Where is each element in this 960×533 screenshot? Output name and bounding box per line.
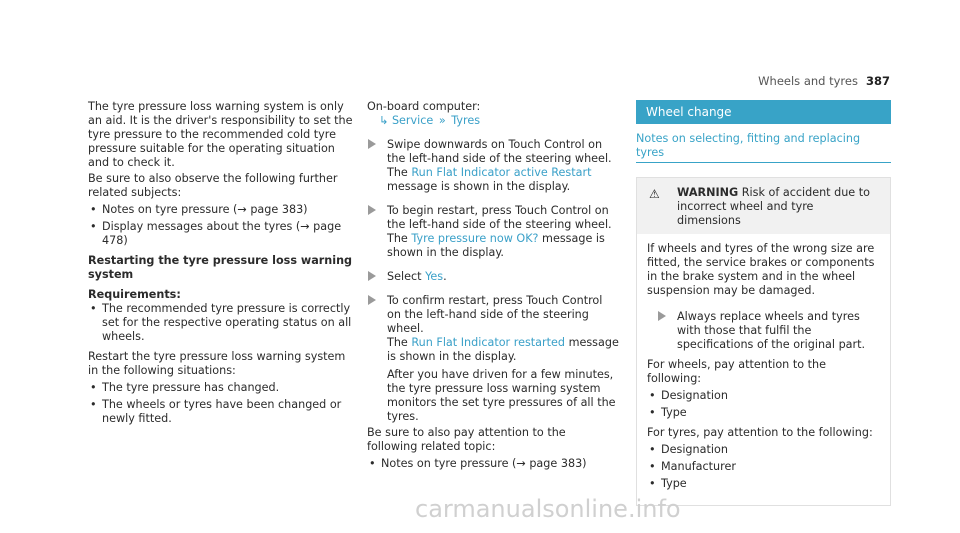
warning-step [657,310,880,352]
step-arrow-icon [368,139,376,149]
requirements-heading: Requirements: [88,288,181,301]
observe-text: Be sure to also pay attention to the following related topic: [367,426,566,453]
section-bar: Wheel change [636,100,891,124]
warning-header [637,178,890,234]
return-arrow-icon: ↳ [379,114,389,127]
computer-label: On-board computer: [367,100,481,113]
section-title: Wheels and tyres [758,74,858,88]
double-chevron-icon: » [438,114,446,127]
column-middle [367,100,619,471]
list-item: • Manufacturer [647,460,880,474]
warning-icon: ⚠ [649,187,660,201]
list-item[interactable]: • Notes on tyre pressure (→ page 383) [367,457,619,471]
step-3 [367,270,619,284]
menu-path [367,114,619,128]
list-item: • Type [647,477,880,491]
menu-tyres: Tyres [451,114,481,127]
watermark: carmanualsonline.info [415,495,681,523]
intro-text: The tyre pressure loss warning system is only an aid. It is the driver's responsibility to set the tyre pressure to the recommended cold tyre pressure suitable for the operating situation and to check it. [88,100,353,169]
step-1 [367,138,619,194]
warning-label: WARNING [677,186,739,199]
wheels-intro: For wheels, pay attention to the following: [647,358,826,385]
column-right [636,100,891,506]
step-2 [367,204,619,260]
list-item: • The recommended tyre pressure is correctly set for the respective operating status on all wheels. [88,302,353,344]
step-text: Swipe downwards on Touch Control on the left-hand side of the steering wheel. [387,138,612,165]
observe-text: Be sure to also observe the following further related subjects: [88,172,338,199]
step-result: The Run Flat Indicator restarted message is shown in the display. [387,336,619,363]
step-arrow-icon [658,311,666,321]
warning-body [637,234,890,505]
tyres-intro: For tyres, pay attention to the following: [647,426,873,439]
step-result: The Tyre pressure now OK? message is shown in the display. [387,232,605,259]
page-header [758,74,890,88]
warning-text: Risk of accident due to incorrect wheel and tyre dimensions [677,186,870,227]
step-4 [367,294,619,424]
list-item: • Designation [647,389,880,403]
list-item: • The wheels or tyres have been changed or newly fitted. [88,398,353,426]
step-text: To begin restart, press Touch Control on the left-hand side of the steering wheel. [387,204,612,231]
warning-box [636,177,891,506]
restart-intro: Restart the tyre pressure loss warning system in the following situations: [88,350,346,377]
step-arrow-icon [368,271,376,281]
list-item: • The tyre pressure has changed. [88,381,353,395]
menu-service: Service [391,114,434,127]
step-text: Select Yes. [387,270,447,283]
step-result: The Run Flat Indicator active Restart message is shown in the display. [387,166,592,193]
step-arrow-icon [368,205,376,215]
list-item: • Type [647,406,880,420]
list-item: • Designation [647,443,880,457]
subheading: Notes on selecting, fitting and replacing tyres [636,132,891,163]
step-arrow-icon [368,295,376,305]
list-item[interactable]: • Notes on tyre pressure (→ page 383) [88,203,353,217]
step-text: Always replace wheels and tyres with those that fulfil the specifications of the original part. [677,310,866,351]
list-item[interactable]: • Display messages about the tyres (→ page 478) [88,220,353,248]
section-heading: Restarting the tyre pressure loss warning system [88,254,353,281]
column-left [88,100,353,426]
step-text: To confirm restart, press Touch Control on the left-hand side of the steering wheel. [387,294,603,335]
warning-body-text: If wheels and tyres of the wrong size are fitted, the service brakes or components in the brake system and in the wheel suspension may be damaged. [647,242,875,297]
step-note: After you have driven for a few minutes, the tyre pressure loss warning system monitors the set tyre pressures of all the tyres. [387,368,616,423]
page-number: 387 [865,74,890,88]
